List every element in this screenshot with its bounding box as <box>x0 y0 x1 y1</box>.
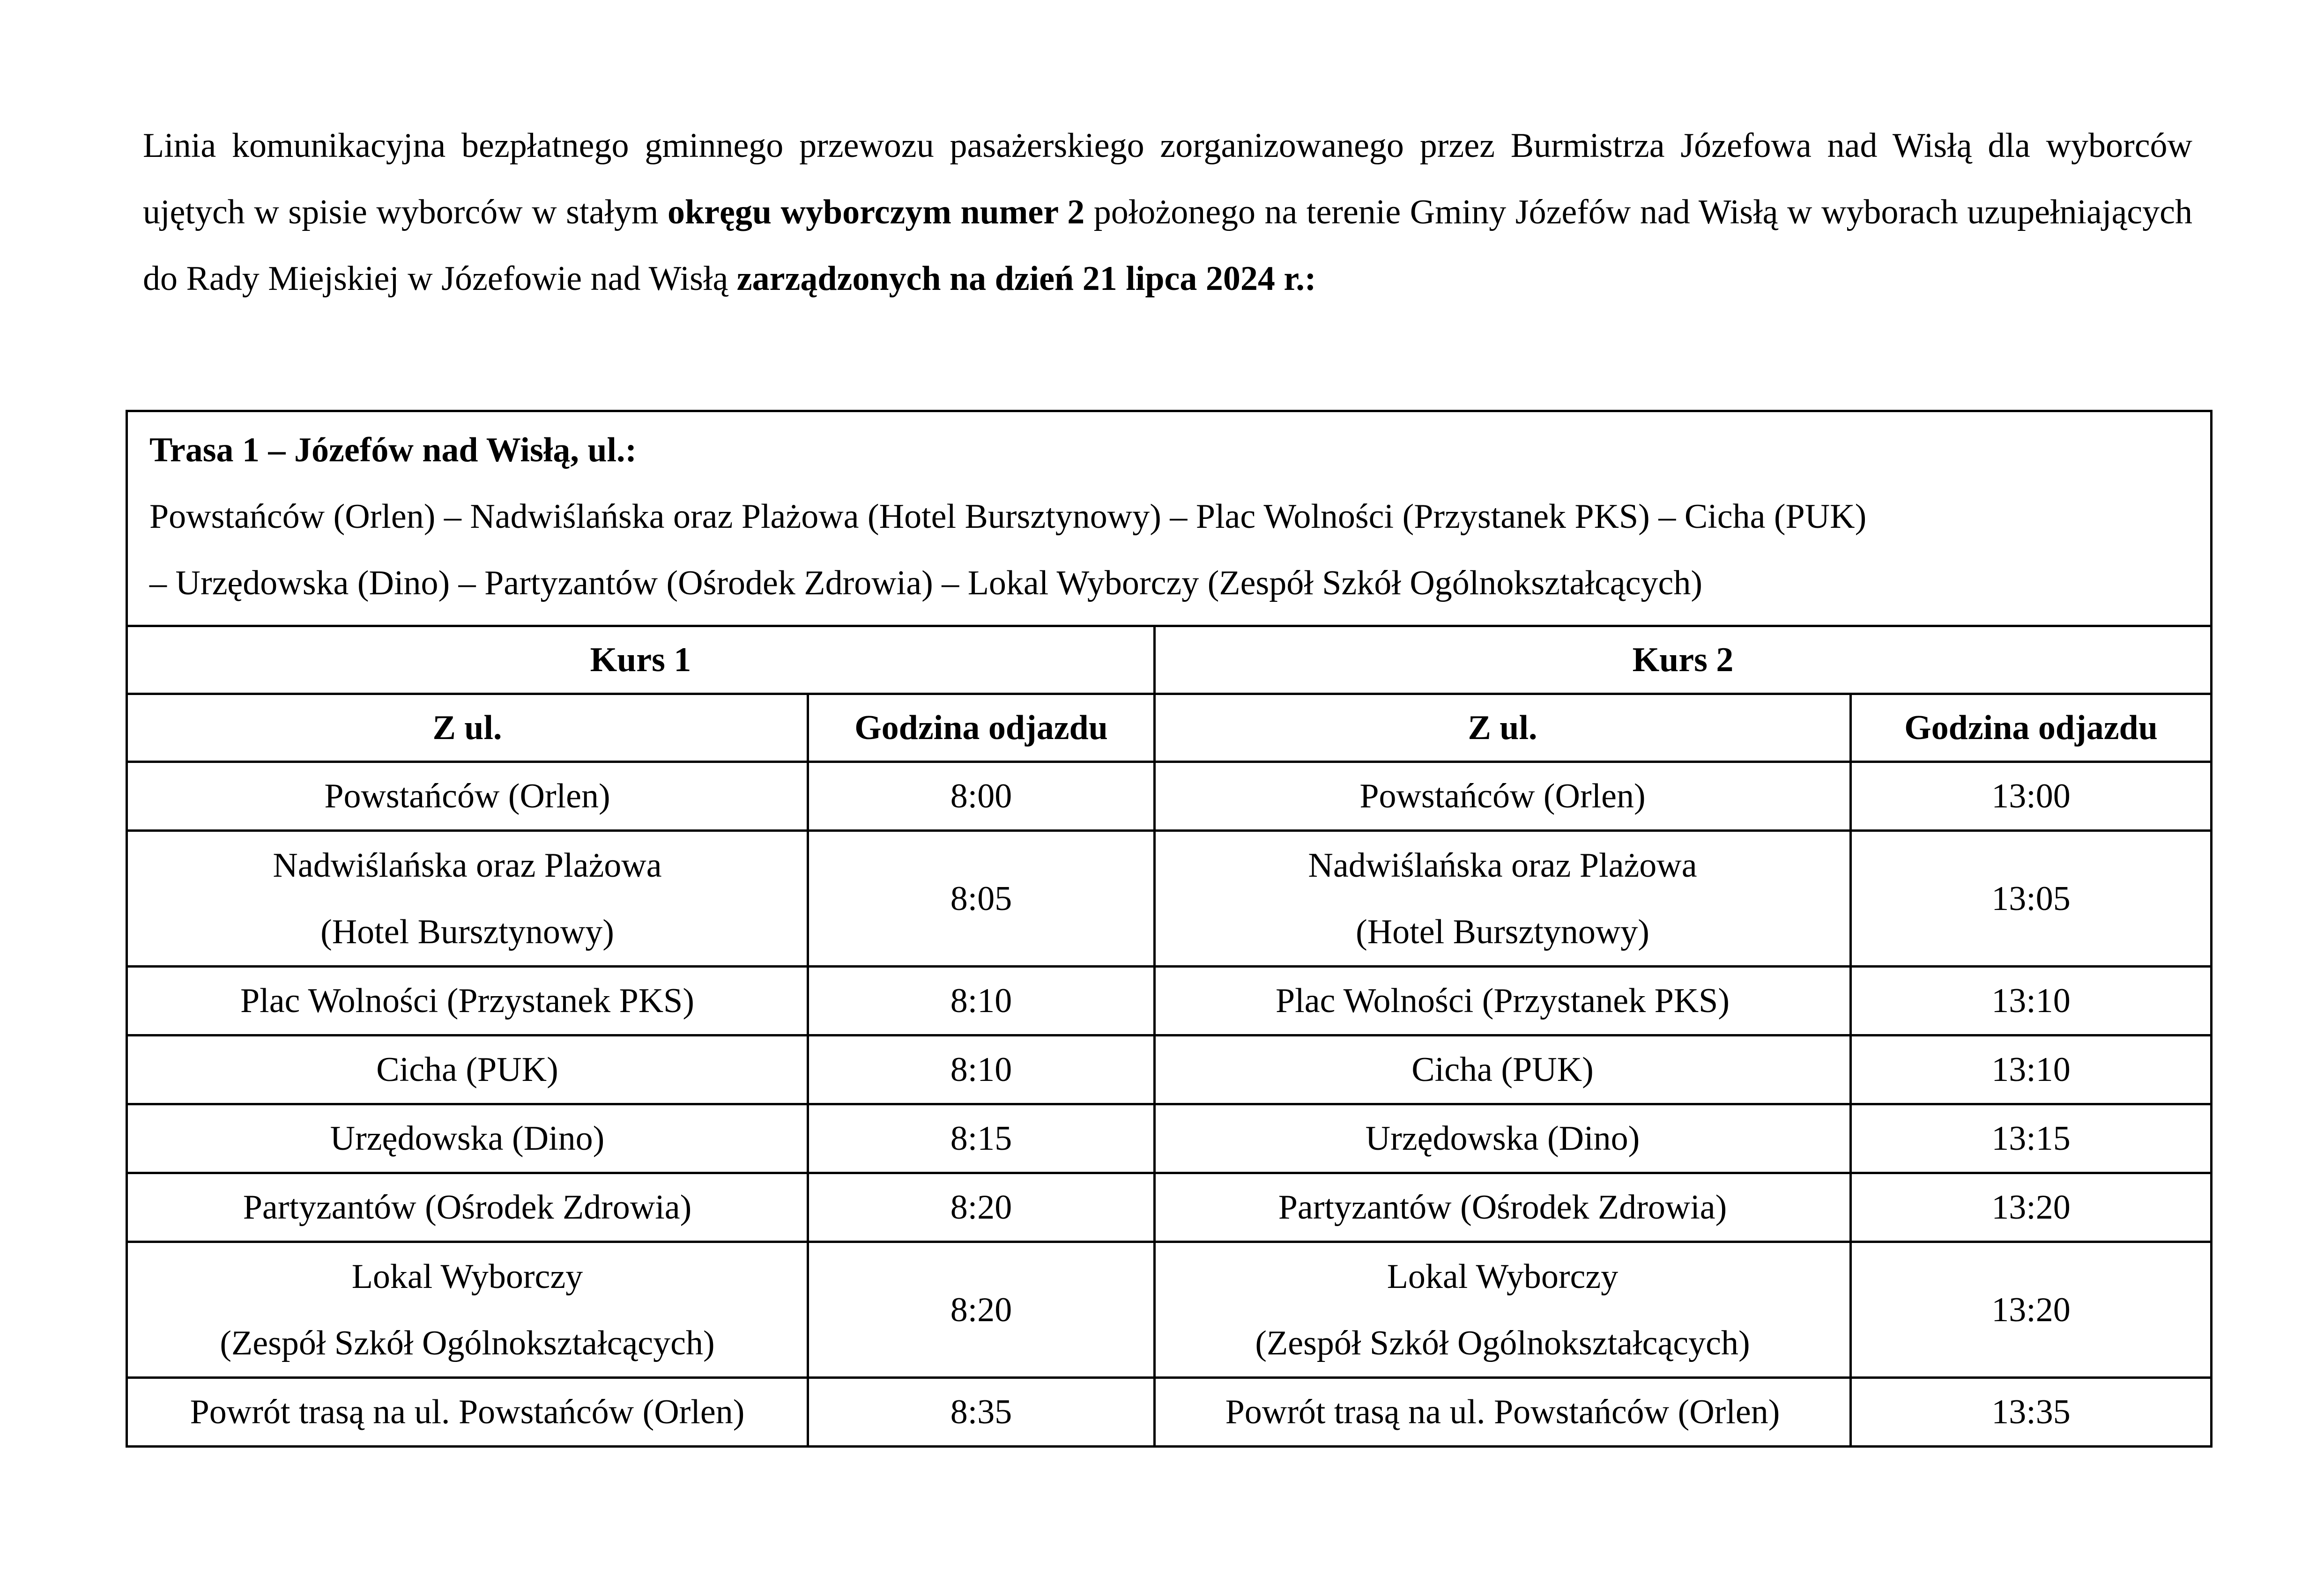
course-2-departure-header: Godzina odjazdu <box>1851 694 2212 762</box>
course-2-stop-cell <box>1155 1035 1851 1104</box>
intro-bold-district: okręgu wyborczym numer 2 <box>668 193 1085 231</box>
route-title: Trasa 1 – Józefów nad Wisłą, ul.: <box>149 431 637 469</box>
stop-name: Lokal Wyborczy <box>351 1257 583 1296</box>
intro-text-1: Linia komunikacyjna bezpłatnego gminnego przewozu pasażerskiego zorganizowanego przez Burmistrza Józefowa nad Wisłą dla wyborców ujętych w spisie wyborców w stałym <box>143 126 2192 231</box>
course-2-stop-cell <box>1155 967 1851 1035</box>
stop-name-detail: (Hotel Bursztynowy) <box>1356 912 1649 951</box>
course-header-row <box>127 626 2212 694</box>
course-1-departure-time: 8:10 <box>808 967 1155 1035</box>
table-row <box>127 1173 2212 1242</box>
intro-bold-date: zarządzonych na dzień 21 lipca 2024 r.: <box>736 259 1316 298</box>
stop-name: Nadwiślańska oraz Plażowa <box>1308 846 1697 885</box>
route-stops-line-2: – Urzędowska (Dino) – Partyzantów (Ośrodek Zdrowia) – Lokal Wyborczy (Zespół Szkół Ogólnokształcących) <box>149 564 1702 602</box>
course-1-stop-cell <box>127 1104 808 1173</box>
route-header-row <box>127 411 2212 626</box>
course-1-stop-cell <box>127 1242 808 1378</box>
table-row <box>127 1378 2212 1447</box>
course-2-stop-cell <box>1155 831 1851 967</box>
course-1-departure-time: 8:15 <box>808 1104 1155 1173</box>
stop-name: Powstańców (Orlen) <box>324 777 610 815</box>
table-row <box>127 762 2212 831</box>
course-1-departure-time: 8:20 <box>808 1242 1155 1378</box>
column-header-row <box>127 694 2212 762</box>
course-1-stop-cell <box>127 1035 808 1104</box>
course-2-departure-time: 13:20 <box>1851 1242 2212 1378</box>
stop-name: Partyzantów (Ośrodek Zdrowia) <box>243 1188 692 1227</box>
route-stops-line-1: Powstańców (Orlen) – Nadwiślańska oraz Plażowa (Hotel Bursztynowy) – Plac Wolności (Przystanek PKS) – Cicha (PUK) <box>149 497 1867 536</box>
course-1-departure-time: 8:00 <box>808 762 1155 831</box>
course-1-stop-cell <box>127 762 808 831</box>
intro-paragraph <box>143 112 2192 312</box>
table-row <box>127 831 2212 967</box>
course-1-stop-cell <box>127 1378 808 1447</box>
course-1-departure-time: 8:05 <box>808 831 1155 967</box>
stop-name: Plac Wolności (Przystanek PKS) <box>1276 982 1730 1020</box>
stop-name: Urzędowska (Dino) <box>330 1119 605 1158</box>
course-2-stop-cell <box>1155 1378 1851 1447</box>
stop-name: Powstańców (Orlen) <box>1359 777 1646 815</box>
course-1-header: Kurs 1 <box>127 626 1155 694</box>
stop-name: Lokal Wyborczy <box>1387 1257 1619 1296</box>
course-2-departure-time: 13:05 <box>1851 831 2212 967</box>
course-1-stop-cell <box>127 831 808 967</box>
stop-name-detail: (Hotel Bursztynowy) <box>320 912 614 951</box>
stop-name: Powrót trasą na ul. Powstańców (Orlen) <box>1225 1393 1780 1431</box>
course-1-departure-header: Godzina odjazdu <box>808 694 1155 762</box>
table-row <box>127 967 2212 1035</box>
course-2-departure-time: 13:15 <box>1851 1104 2212 1173</box>
course-2-stop-cell <box>1155 1173 1851 1242</box>
course-2-header: Kurs 2 <box>1155 626 2212 694</box>
table-row <box>127 1242 2212 1378</box>
route-schedule-table <box>126 410 2213 1448</box>
stop-name-detail: (Zespół Szkół Ogólnokształcących) <box>220 1324 715 1362</box>
table-row <box>127 1104 2212 1173</box>
table-row <box>127 1035 2212 1104</box>
course-2-street-header: Z ul. <box>1155 694 1851 762</box>
course-2-stop-cell <box>1155 1242 1851 1378</box>
course-2-departure-time: 13:10 <box>1851 1035 2212 1104</box>
stop-name: Cicha (PUK) <box>376 1050 558 1089</box>
course-1-departure-time: 8:10 <box>808 1035 1155 1104</box>
course-2-departure-time: 13:10 <box>1851 967 2212 1035</box>
stop-name: Urzędowska (Dino) <box>1365 1119 1640 1158</box>
course-1-stop-cell <box>127 1173 808 1242</box>
intro-text-2: położonego na terenie Gminy Józefów nad Wisłą w wyborach uzupełniających do Rady Miejskiej w Józefowie nad Wisłą <box>143 193 2192 298</box>
stop-name: Powrót trasą na ul. Powstańców (Orlen) <box>190 1393 745 1431</box>
stop-name: Cicha (PUK) <box>1411 1050 1594 1089</box>
course-2-departure-time: 13:00 <box>1851 762 2212 831</box>
course-2-departure-time: 13:20 <box>1851 1173 2212 1242</box>
stop-name: Partyzantów (Ośrodek Zdrowia) <box>1278 1188 1727 1227</box>
course-1-stop-cell <box>127 967 808 1035</box>
course-1-street-header: Z ul. <box>127 694 808 762</box>
course-1-departure-time: 8:35 <box>808 1378 1155 1447</box>
stop-name-detail: (Zespół Szkół Ogólnokształcących) <box>1255 1324 1750 1362</box>
stop-name: Nadwiślańska oraz Plażowa <box>273 846 662 885</box>
course-1-departure-time: 8:20 <box>808 1173 1155 1242</box>
course-2-stop-cell <box>1155 1104 1851 1173</box>
stop-name: Plac Wolności (Przystanek PKS) <box>240 982 694 1020</box>
course-2-stop-cell <box>1155 762 1851 831</box>
course-2-departure-time: 13:35 <box>1851 1378 2212 1447</box>
route-header-cell <box>127 411 2212 626</box>
